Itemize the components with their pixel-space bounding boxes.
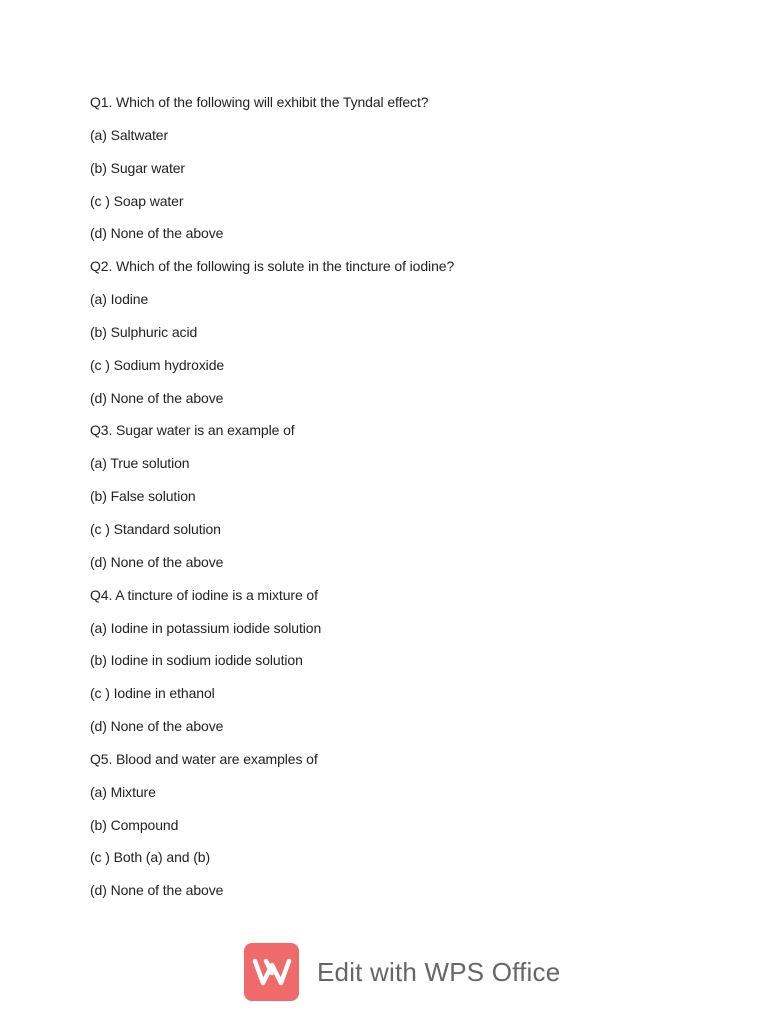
quiz-content	[90, 91, 690, 912]
question-block	[90, 748, 690, 912]
wps-office-logo-icon	[244, 943, 299, 1001]
answer-option: (c ) Iodine in ethanol	[90, 685, 215, 702]
answer-option: (b) Iodine in sodium iodide solution	[90, 652, 303, 669]
edit-with-wps-label: Edit with WPS Office	[317, 956, 561, 987]
question-text: Q1. Which of the following will exhibit the Tyndal effect?	[90, 94, 429, 110]
answer-option: (a) Mixture	[90, 783, 156, 800]
answer-option: (c ) Standard solution	[90, 520, 221, 537]
question-block	[90, 91, 690, 255]
answer-option: (b) Sugar water	[90, 159, 185, 176]
edit-with-wps-link[interactable]	[244, 943, 560, 1001]
answer-option: (d) None of the above	[90, 225, 224, 242]
answer-option: (d) None of the above	[90, 553, 224, 570]
answer-option: (a) True solution	[90, 455, 190, 472]
question-block	[90, 584, 690, 748]
answer-option: (c ) Soap water	[90, 192, 184, 209]
answer-option: (c ) Sodium hydroxide	[90, 356, 225, 373]
answer-option: (d) None of the above	[90, 882, 224, 899]
answer-option: (b) False solution	[90, 488, 196, 505]
question-text: Q2. Which of the following is solute in the tincture of iodine?	[90, 258, 455, 275]
question-block	[90, 419, 690, 583]
answer-option: (c ) Both (a) and (b)	[90, 849, 211, 866]
question-text: Q3. Sugar water is an example of	[90, 422, 295, 439]
answer-option: (a) Iodine	[90, 291, 149, 308]
answer-option: (d) None of the above	[90, 389, 224, 406]
wps-w-glyph-icon	[252, 957, 292, 987]
question-text: Q4. A tincture of iodine is a mixture of	[90, 586, 318, 603]
question-text: Q5. Blood and water are examples of	[90, 750, 318, 767]
answer-option: (d) None of the above	[90, 718, 224, 735]
answer-option: (a) Saltwater	[90, 126, 169, 143]
answer-option: (b) Compound	[90, 816, 179, 833]
answer-option: (b) Sulphuric acid	[90, 323, 198, 340]
answer-option: (a) Iodine in potassium iodide solution	[90, 619, 322, 636]
question-block	[90, 255, 690, 419]
